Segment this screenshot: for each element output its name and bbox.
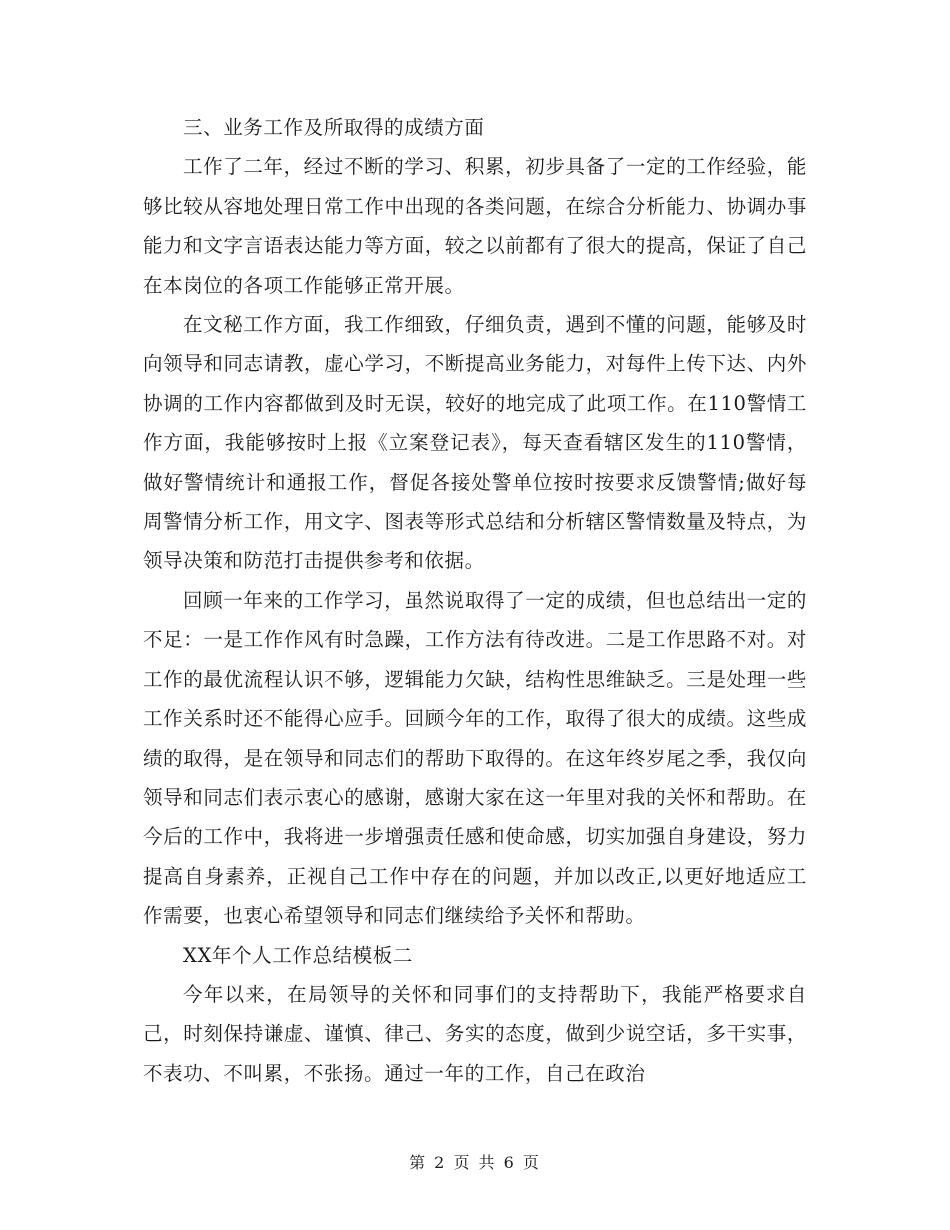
paragraph: 回顾一年来的工作学习，虽然说取得了一定的成绩，但也总结出一定的不足：一是工作作风有时急躁，工作方法有待改进。二是工作思路不对。对工作的最优流程认识不够，逻辑能力欠缺，结构性思维缺乏。三是处理一些工作关系时还不能得心应手。回顾今年的工作，取得了很大的成绩。这些成绩的取得，是在领导和同志们的帮助下取得的。在这年终岁尾之季，我仅向领导和同志们表示衷心的感谢，感谢大家在这一年里对我的关怀和帮助。在今后的工作中，我将进一步增强责任感和使命感，切实加强自身建设，努力提高自身素养，正视自己工作中存在的问题，并加以改正,以更好地适应工作需要，也衷心希望领导和同志们继续给予关怀和帮助。 <box>143 588 807 928</box>
paragraph: 今年以来，在局领导的关怀和同事们的支持帮助下，我能严格要求自己，时刻保持谦虚、谨慎、律己、务实的态度，做到少说空话，多干实事，不表功、不叫累，不张扬。通过一年的工作，自己在政治 <box>143 982 807 1085</box>
document-body <box>143 108 807 1093</box>
paragraph: 工作了二年，经过不断的学习、积累，初步具备了一定的工作经验，能够比较从容地处理日常工作中出现的各类问题，在综合分析能力、协调办事能力和文字言语表达能力等方面，较之以前都有了很大的提高，保证了自己在本岗位的各项工作能够正常开展。 <box>143 155 807 297</box>
section-heading: 三、业务工作及所取得的成绩方面 <box>183 116 485 139</box>
section-heading: XX年个人工作总结模板二 <box>183 943 413 967</box>
paragraph: 在文秘工作方面，我工作细致，仔细负责，遇到不懂的问题，能够及时向领导和同志请教，虚心学习，不断提高业务能力，对每件上传下达、内外协调的工作内容都做到及时无误，较好的地完成了此项工作。在110警情工作方面，我能够按时上报《立案登记表》，每天查看辖区发生的110警情，做好警情统计和通报工作，督促各接处警单位按时按要求反馈警情;做好每周警情分析工作，用文字、图表等形式总结和分析辖区警情数量及特点，为领导决策和防范打击提供参考和依据。 <box>143 313 807 573</box>
page-number-footer: 第 2 页 共 6 页 <box>409 1153 541 1172</box>
